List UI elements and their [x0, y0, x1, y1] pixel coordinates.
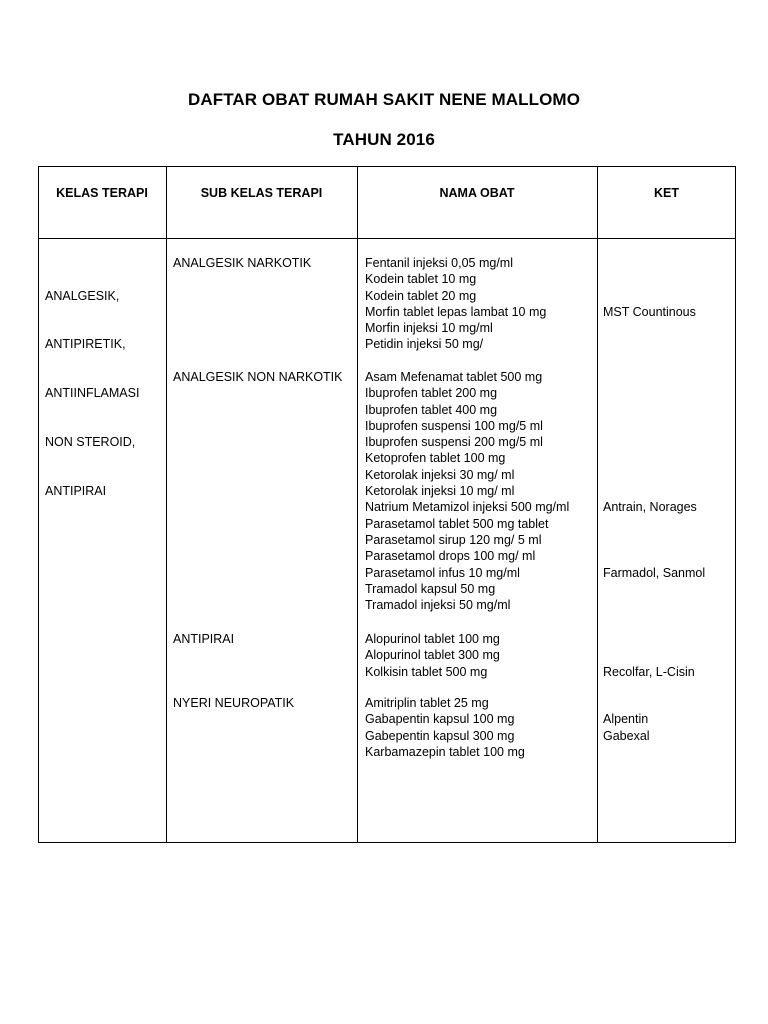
drug-note [603, 581, 705, 597]
sub-kelas-cell: ANALGESIK NARKOTIK [173, 256, 312, 270]
document-subtitle: TAHUN 2016 [333, 130, 435, 149]
drug-note [603, 418, 705, 434]
drug-note [603, 695, 650, 711]
ket-cell [603, 695, 650, 760]
drug-note: Gabexal [603, 728, 650, 743]
drug-note [603, 450, 705, 466]
drug-note: Antrain, Norages [603, 500, 697, 515]
drug-note: MST Countinous [603, 304, 696, 319]
drug-note [603, 516, 705, 532]
ket-cell [603, 255, 696, 353]
nama-obat-cell [365, 255, 546, 353]
drug-name: Ketorolak injeksi 30 mg/ ml [365, 467, 515, 482]
nama-obat-cell [365, 695, 525, 760]
drug-name: Gabepentin kapsul 300 mg [365, 728, 515, 743]
drug-name: Gabapentin kapsul 100 mg [365, 712, 515, 727]
nama-obat-cell [365, 631, 500, 680]
drug-name: Amitriplin tablet 25 mg [365, 696, 489, 710]
drug-name: Ibuprofen suspensi 200 mg/5 ml [365, 435, 543, 450]
kelas-terapi-line: ANTIPIRETIK, [45, 337, 126, 352]
header-divider [38, 238, 736, 239]
header-sub-kelas-terapi: SUB KELAS TERAPI [200, 186, 323, 200]
drug-note [603, 434, 705, 450]
sub-kelas-cell: ANALGESIK NON NARKOTIK [173, 370, 343, 384]
header-ket: KET [654, 186, 679, 200]
drug-note [603, 369, 705, 385]
drug-name: Parasetamol sirup 120 mg/ 5 ml [365, 532, 542, 547]
drug-note [603, 336, 696, 352]
drug-name: Kodein tablet 10 mg [365, 272, 477, 287]
column-divider [357, 166, 358, 843]
drug-note [603, 271, 696, 287]
drug-note [603, 288, 696, 304]
ket-cell [603, 369, 705, 613]
sub-kelas-cell: ANTIPIRAI [173, 632, 235, 646]
drug-name: Ibuprofen tablet 200 mg [365, 386, 498, 401]
nama-obat-cell [365, 369, 569, 613]
drug-name: Morfin tablet lepas lambat 10 mg [365, 304, 547, 319]
drug-name: Asam Mefenamat tablet 500 mg [365, 370, 543, 384]
drug-name: Alopurinol tablet 300 mg [365, 648, 500, 663]
drug-note: Recolfar, L-Cisin [603, 664, 695, 679]
drug-name: Parasetamol tablet 500 mg tablet [365, 516, 549, 531]
drug-note [603, 744, 650, 760]
drug-name: Karbamazepin tablet 100 mg [365, 744, 525, 759]
drug-note [603, 255, 696, 271]
drug-name: Petidin injeksi 50 mg/ [365, 337, 484, 352]
drug-note: Alpentin [603, 712, 649, 727]
drug-name: Ibuprofen suspensi 100 mg/5 ml [365, 418, 543, 433]
drug-note: Farmadol, Sanmol [603, 565, 706, 580]
drug-note [603, 320, 696, 336]
drug-note [603, 483, 705, 499]
drug-name: Tramadol injeksi 50 mg/ml [365, 598, 511, 613]
drug-name: Kolkisin tablet 500 mg [365, 664, 488, 679]
drug-name: Ketoprofen tablet 100 mg [365, 451, 506, 466]
kelas-terapi-line: ANALGESIK, [45, 288, 120, 303]
drug-name: Alopurinol tablet 100 mg [365, 632, 500, 646]
drug-name: Parasetamol infus 10 mg/ml [365, 565, 520, 580]
kelas-terapi-line: NON STEROID, [45, 435, 136, 450]
kelas-terapi-cell [45, 255, 139, 516]
drug-note [603, 385, 705, 401]
drug-note [603, 548, 705, 564]
drug-note [603, 597, 705, 613]
drug-note [603, 647, 695, 663]
drug-name: Fentanil injeksi 0,05 mg/ml [365, 256, 513, 270]
drug-note [603, 532, 705, 548]
ket-cell [603, 631, 695, 680]
drug-name: Ketorolak injeksi 10 mg/ ml [365, 484, 515, 499]
column-divider [166, 166, 167, 843]
column-divider [597, 166, 598, 843]
drug-name: Morfin injeksi 10 mg/ml [365, 321, 493, 336]
drug-name: Kodein tablet 20 mg [365, 288, 477, 303]
header-kelas-terapi: KELAS TERAPI [56, 186, 148, 200]
drug-note [603, 402, 705, 418]
sub-kelas-cell: NYERI NEUROPATIK [173, 696, 295, 710]
drug-name: Ibuprofen tablet 400 mg [365, 402, 498, 417]
drug-note [603, 631, 695, 647]
drug-name: Parasetamol drops 100 mg/ ml [365, 549, 536, 564]
header-nama-obat: NAMA OBAT [439, 186, 515, 200]
kelas-terapi-line: ANTIINFLAMASI [45, 386, 140, 401]
kelas-terapi-line: ANTIPIRAI [45, 484, 107, 499]
drug-name: Natrium Metamizol injeksi 500 mg/ml [365, 500, 570, 515]
document-title: DAFTAR OBAT RUMAH SAKIT NENE MALLOMO [187, 90, 581, 109]
drug-note [603, 467, 705, 483]
drug-name: Tramadol kapsul 50 mg [365, 581, 496, 596]
